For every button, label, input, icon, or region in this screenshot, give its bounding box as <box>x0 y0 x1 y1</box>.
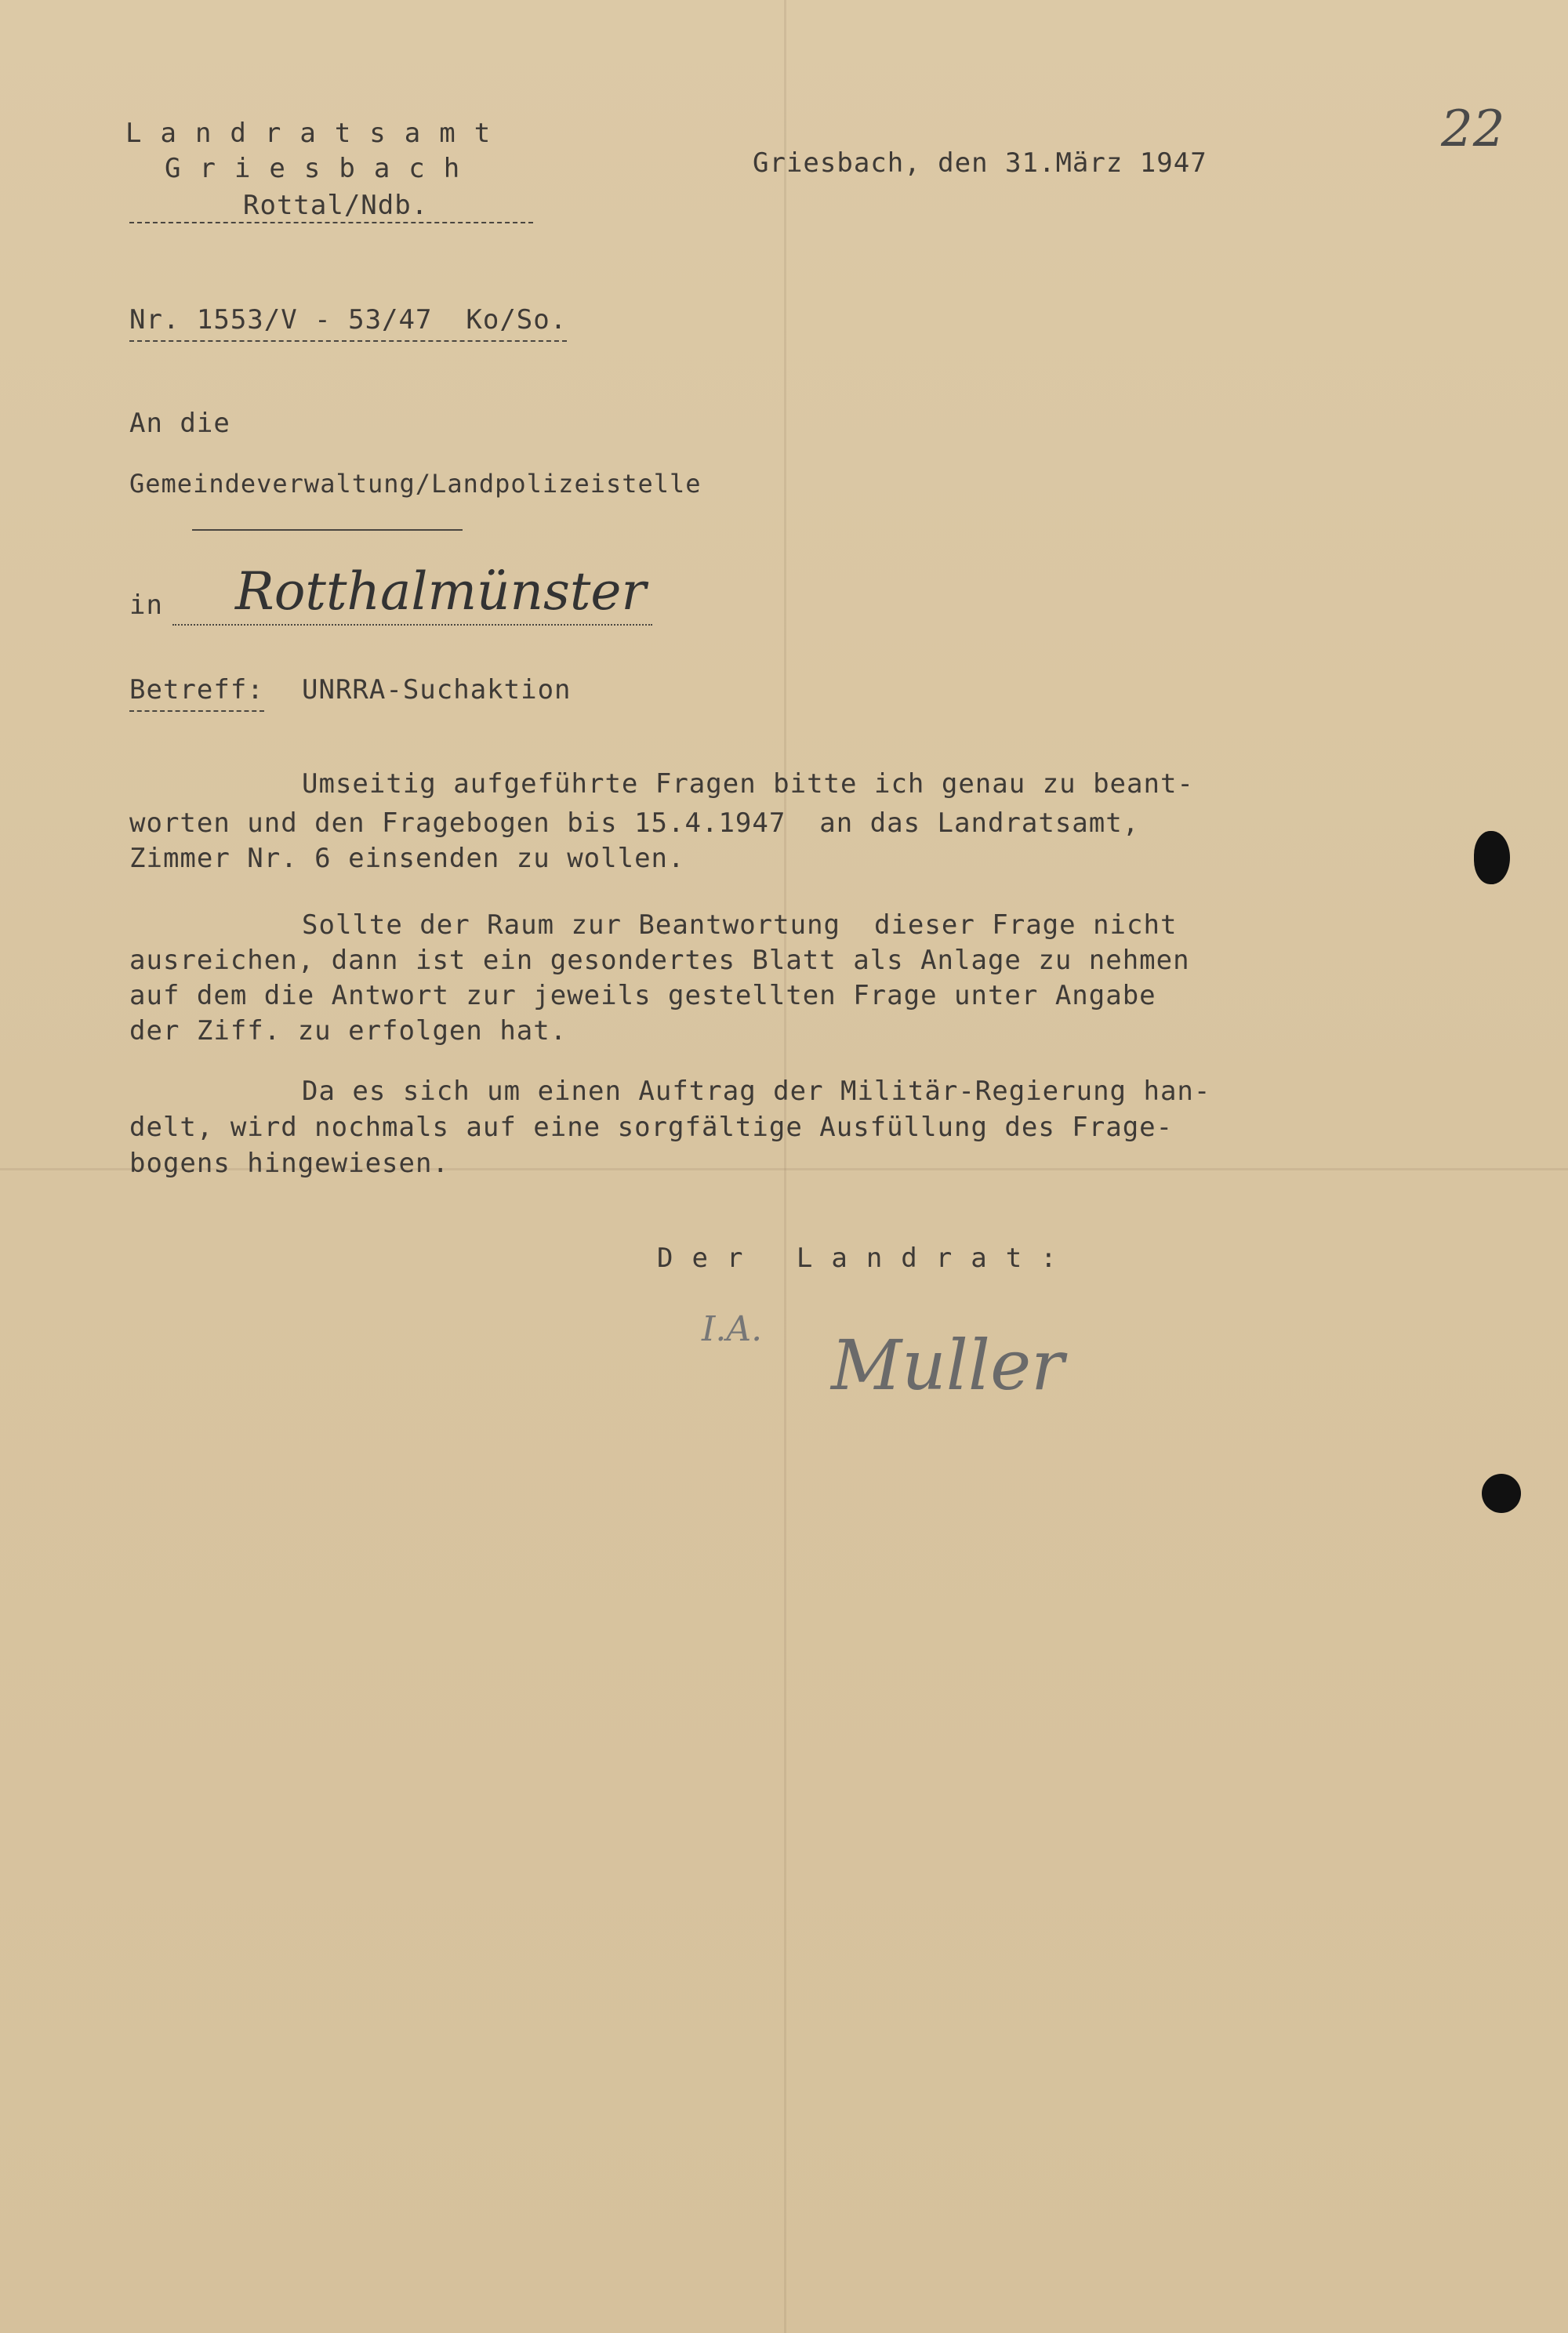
sender-line-2: Griesbach <box>165 153 479 184</box>
subject-label: Betreff: <box>129 674 264 712</box>
addressee-underline <box>192 529 463 531</box>
paragraph-2-line-3: auf dem die Antwort zur jeweils gestellten Frage unter Angabe <box>129 980 1156 1011</box>
signature: Muller <box>831 1325 1065 1406</box>
addressee-line-2: Gemeindeverwaltung/Landpolizeistelle <box>129 469 702 499</box>
sender-underline <box>129 222 533 225</box>
page-number-mark: 22 <box>1441 100 1505 158</box>
in-label: in <box>129 590 163 621</box>
sender-line-3: Rottal/Ndb. <box>243 190 429 221</box>
signature-prefix: I.A. <box>702 1309 763 1349</box>
closing-line: Der Landrat: <box>657 1243 1076 1274</box>
paragraph-3-line-3: bogens hingewiesen. <box>129 1148 449 1179</box>
place-handwritten: Rotthalmünster <box>235 561 647 622</box>
addressee-line-1: An die <box>129 408 230 439</box>
reference-number: Nr. 1553/V - 53/47 Ko/So. <box>129 304 567 342</box>
punch-hole-top <box>1474 831 1510 884</box>
paragraph-3-line-2: delt, wird nochmals auf eine sorgfältige Ausfüllung des Frage- <box>129 1112 1174 1143</box>
paragraph-2-line-4: der Ziff. zu erfolgen hat. <box>129 1015 568 1047</box>
paragraph-2-line-1: Sollte der Raum zur Beantwortung dieser Frage nicht <box>302 909 1178 941</box>
fold-line-vertical <box>784 0 786 2333</box>
sender-line-1: Landratsamt <box>125 118 510 149</box>
paragraph-1-line-3: Zimmer Nr. 6 einsenden zu wollen. <box>129 843 685 874</box>
paragraph-1-line-1: Umseitig aufgeführte Fragen bitte ich genau zu beant- <box>302 768 1194 800</box>
paragraph-2-line-2: ausreichen, dann ist ein gesondertes Blatt als Anlage zu nehmen <box>129 945 1190 976</box>
date-line: Griesbach, den 31.März 1947 <box>753 147 1207 179</box>
subject-text: UNRRA-Suchaktion <box>302 674 572 706</box>
punch-hole-bottom <box>1482 1474 1521 1513</box>
paragraph-1-line-2: worten und den Fragebogen bis 15.4.1947 an das Landratsamt, <box>129 807 1140 839</box>
paragraph-3-line-1: Da es sich um einen Auftrag der Militär-Regierung han- <box>302 1076 1211 1107</box>
